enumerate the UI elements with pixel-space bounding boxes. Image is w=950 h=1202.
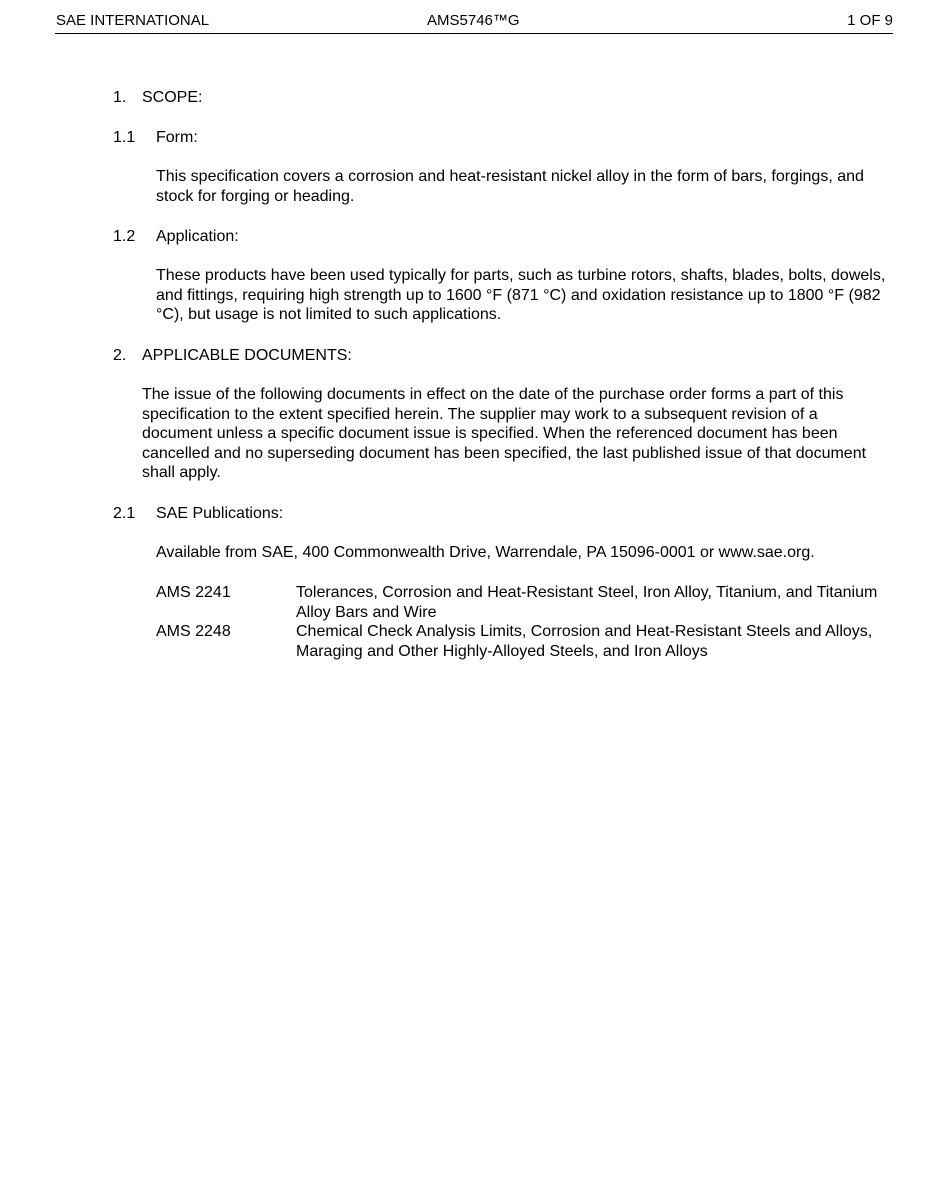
reference-row [156, 622, 886, 661]
section-title: Application: [156, 228, 239, 245]
header-organization: SAE INTERNATIONAL [56, 12, 210, 29]
section-number: 1. [113, 89, 127, 106]
reference-code: AMS 2248 [156, 623, 231, 641]
section-2-heading [113, 346, 352, 366]
section-1-2-heading [113, 227, 239, 247]
section-1-1-heading [113, 128, 198, 148]
section-2-1-heading [113, 504, 284, 524]
header-page-number: 1 OF 9 [847, 12, 893, 29]
section-1-heading [113, 88, 203, 108]
reference-code: AMS 2241 [156, 584, 231, 601]
section-1-2-body: These products have been used typically for parts, such as turbine rotors, shafts, blades, bolts, dowels, and fittings, requiring high strength up to 1600 °F (871 °C) and oxidation resistance up to 1800 °F (982 °C), but usage is not limited to such applications. [156, 267, 886, 324]
section-number: 1.1 [113, 129, 136, 146]
section-title: APPLICABLE DOCUMENTS: [142, 347, 352, 364]
section-1-1-body: This specification covers a corrosion and heat-resistant nickel alloy in the form of bars, forgings, and stock for forging or heading. [156, 168, 864, 205]
section-2-body: The issue of the following documents in effect on the date of the purchase order forms a part of this specification to the extent specified herein. The supplier may work to a subsequent revision of a document unless a specific document issue is specified. When the referenced document has been cancelled and no superseding document has been specified, the last published issue of that document shall apply. [142, 386, 867, 482]
reference-title: Tolerances, Corrosion and Heat-Resistant Steel, Iron Alloy, Titanium, and Titanium Alloy Bars and Wire [296, 584, 878, 621]
section-2-1-body: Available from SAE, 400 Commonwealth Drive, Warrendale, PA 15096-0001 or www.sae.org. [156, 544, 815, 561]
section-title: SAE Publications: [156, 505, 284, 522]
section-number: 2. [113, 347, 127, 364]
reference-title: Chemical Check Analysis Limits, Corrosion and Heat-Resistant Steels and Alloys, Maraging and Other Highly-Alloyed Steels, and Iron Alloys [296, 623, 873, 660]
section-title: Form: [156, 129, 198, 146]
page-header [55, 11, 893, 34]
header-document-id: AMS5746™G [427, 12, 520, 29]
section-title: SCOPE: [142, 89, 203, 106]
reference-row [156, 583, 886, 622]
reference-list [156, 583, 886, 661]
section-number: 2.1 [113, 505, 136, 522]
section-number: 1.2 [113, 228, 136, 245]
